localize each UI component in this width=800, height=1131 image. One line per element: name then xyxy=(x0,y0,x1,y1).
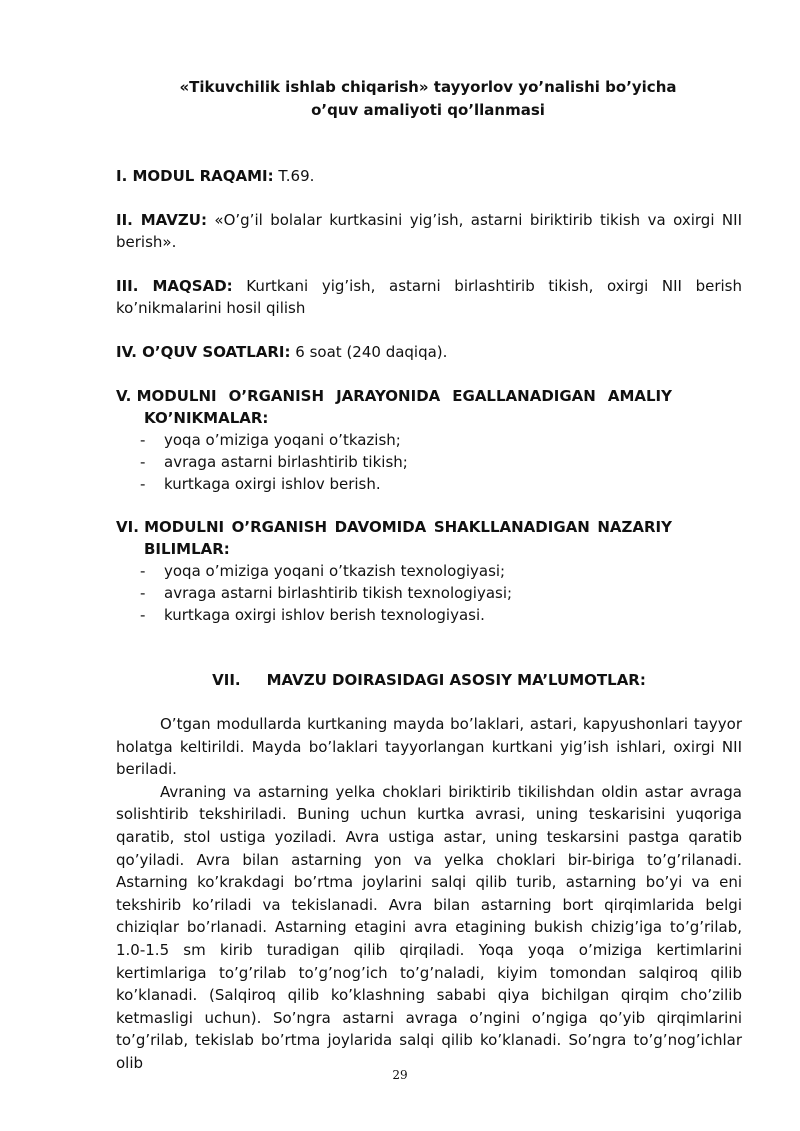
main-body-text xyxy=(116,713,742,1075)
list-item: - avraga astarni birlashtirib tikish; xyxy=(136,451,742,473)
section-value: «O’g’il bolalar kurtkasini yig’ish, astarni biriktirib tikish va oxirgi NII berish». xyxy=(116,211,742,251)
section-amaliy-konikmalar xyxy=(116,385,742,495)
section-value: T.69. xyxy=(278,167,315,185)
section-heading-line-2: KO’NIKMALAR: xyxy=(144,409,269,427)
section-mavzu xyxy=(116,209,742,253)
heading-word: VI. MODULNI xyxy=(116,518,225,536)
heading-word: DAVOMIDA xyxy=(334,518,427,536)
section-asosiy-malumotlar-heading xyxy=(116,669,742,691)
paragraph: Avraning va astarning yelka choklari biriktirib tikilishdan oldin astar avraga solishtirib tekshiriladi. Buning uchun kurtka avrasi, uning teskarisini yuqoriga qaratib, stol ustiga yoziladi. Avra ustiga astar, uning teskarsini pastga qaratib qo’yiladi. Avra bilan astarning yon va yelka choklari bir-biriga to’g’rilanadi. Astarning ko’krakdagi bo’rtma joylarini salqi qilib turib, astarning bo’yi va eni tekshirib ko’riladi va tekislanadi. Avra bilan astarning bort qirqimlarida belgi chiziqlar bo’rlanadi. Astarning etagini avra etagining bukish chizig’iga to’g’rilab, 1.0-1.5 sm kirib turadigan qilib qirqiladi. Yoqa yoqa o’miziga kertimlarini kertimlariga to’g’rilab to’g’nog’ich to’g’naladi, kiyim tomondan salqiroq qilib ko’klanadi. (Salqiroq qilib ko’klashning sababi qiya bichilgan qirqim cho’zilib ketmasligi uchun). So’ngra astarni avraga o’ngini o’ngiga qo’yib qirqimlarini to’g’rilab, tekislab bo’rtma joylarida salqi qilib ko’klanadi. So’ngra to’g’nog’ichlar olib xyxy=(116,782,742,1072)
section-label: III. MAQSAD: xyxy=(116,277,233,295)
list-item: - yoqa o’miziga yoqani o’tkazish texnologiyasi; xyxy=(136,560,742,582)
list-item: - yoqa o’miziga yoqani o’tkazish; xyxy=(136,429,742,451)
document-title-line-2: o’quv amaliyoti qo’llanmasi xyxy=(311,101,545,119)
section-oquv-soatlari xyxy=(116,341,742,363)
section-value: 6 soat (240 daqiqa). xyxy=(295,343,448,361)
section-maqsad xyxy=(116,275,742,319)
list-item: - kurtkaga oxirgi ishlov berish texnologiyasi. xyxy=(136,604,742,626)
heading-word: SHAKLLANADIGAN xyxy=(433,518,590,536)
section-modul-raqami xyxy=(116,165,742,187)
section-value: Kurtkani yig’ish, astarni birlashtirib tikish, oxirgi NII berish ko’nikmalarini hosil qilish xyxy=(116,277,742,317)
heading-word: O’RGANISH xyxy=(231,518,328,536)
heading-word: NAZARIY xyxy=(597,518,672,536)
section-heading xyxy=(116,516,672,538)
skills-list xyxy=(116,429,742,495)
list-item: - kurtkaga oxirgi ishlov berish. xyxy=(136,473,742,495)
section-heading xyxy=(116,385,672,407)
document-title-line-1: «Tikuvchilik ishlab chiqarish» tayyorlov yo’nalishi bo’yicha xyxy=(179,78,677,96)
section-label: MAVZU DOIRASIDAGI ASOSIY MA’LUMOTLAR: xyxy=(266,671,646,689)
heading-word: V. MODULNI xyxy=(116,387,217,405)
section-label: II. MAVZU: xyxy=(116,211,207,229)
heading-word: JARAYONIDA xyxy=(336,387,441,405)
section-number: VII. xyxy=(212,671,241,689)
heading-word: EGALLANADIGAN xyxy=(452,387,596,405)
section-nazariy-bilimlar xyxy=(116,516,742,626)
section-heading-line-2: BILIMLAR: xyxy=(144,540,230,558)
heading-word: O’RGANISH xyxy=(228,387,325,405)
page-number: 29 xyxy=(392,1068,408,1082)
section-label: IV. O’QUV SOATLARI: xyxy=(116,343,291,361)
heading-word: AMALIY xyxy=(607,387,672,405)
paragraph: O’tgan modullarda kurtkaning mayda bo’laklari, astari, kapyushonlari tayyor holatga keltirildi. Mayda bo’laklari tayyorlangan kurtkani yig’ish ishlari, oxirgi NII beriladi. xyxy=(116,715,742,779)
list-item: - avraga astarni birlashtirib tikish texnologiyasi; xyxy=(136,582,742,604)
section-label: I. MODUL RAQAMI: xyxy=(116,167,274,185)
knowledge-list xyxy=(116,560,742,626)
